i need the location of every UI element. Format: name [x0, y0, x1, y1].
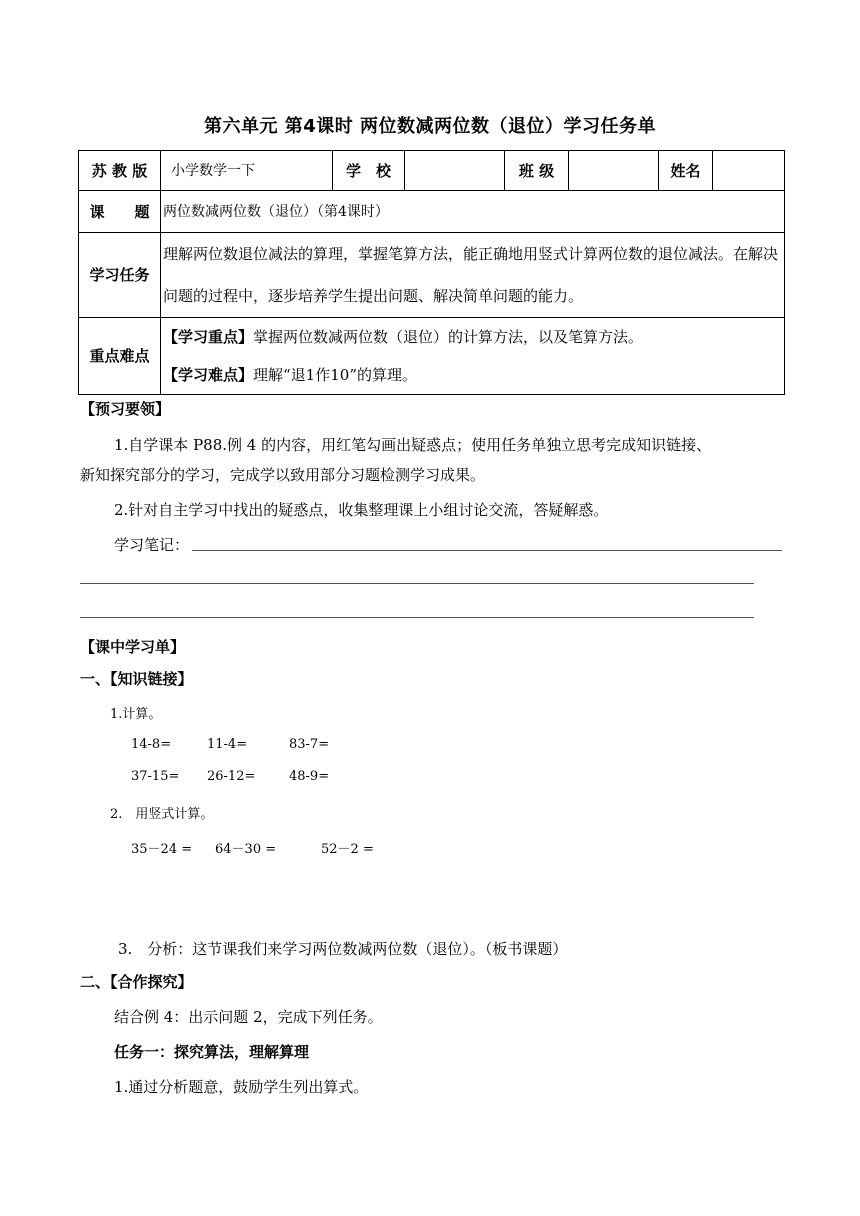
vertical-calc-item: 52－2 =: [321, 842, 374, 857]
class-field[interactable]: [569, 151, 659, 191]
topic-value: 两位数减两位数（退位）（第4课时）: [161, 191, 785, 233]
focus-text: 掌握两位数减两位数（退位）的计算方法，以及笔算方法。: [253, 328, 644, 346]
task-label: 学习任务: [79, 233, 161, 318]
edition-label: 苏 教 版: [79, 151, 161, 191]
calc-item: 11-4=: [207, 737, 248, 752]
edition-value: 小学数学一下: [161, 151, 333, 191]
vertical-calc-item: 35－24 =: [131, 842, 193, 857]
analysis-text: 3. 分析：这节课我们来学习两位数减两位数（退位）。（板书课题）: [118, 940, 568, 958]
calc-item: 14-8=: [131, 737, 172, 752]
preview-item2: 2.针对自主学习中找出的疑惑点，收集整理课上小组讨论交流，答疑解惑。: [114, 501, 609, 519]
difficulty-line: [163, 356, 782, 394]
class-label: 班 级: [505, 151, 569, 191]
notes-line-2[interactable]: [80, 583, 754, 584]
calc-item: 37-15=: [131, 769, 180, 784]
focus-tag: 【学习重点】: [163, 328, 254, 346]
difficulty-text: 理解“退1作10”的算理。: [253, 366, 417, 384]
inquiry-intro: 结合例 4：出示问题 2，完成下列任务。: [114, 1008, 383, 1026]
task-text: 理解两位数退位减法的算理，掌握笔算方法，能正确地用竖式计算两位数的退位减法。在解决问题的过程中，逐步培养学生提出问题、解决简单问题的能力。: [161, 233, 785, 318]
classwork-heading: 【课中学习单】: [80, 638, 186, 656]
keypoints-label: 重点难点: [79, 318, 161, 395]
preview-heading: 【预习要领】: [80, 400, 171, 418]
school-field[interactable]: [405, 151, 505, 191]
calc-label: 1.计算。: [110, 707, 162, 722]
focus-line: [163, 318, 782, 356]
school-label: 学 校: [333, 151, 405, 191]
preview-item1-line1: 1.自学课本 P88.例 4 的内容，用红笔勾画出疑惑点；使用任务单独立思考完成知识链接、: [114, 436, 712, 454]
section-knowledge-link: 一、【知识链接】: [80, 670, 193, 688]
difficulty-tag: 【学习难点】: [163, 366, 254, 384]
calc-item: 83-7=: [289, 737, 330, 752]
notes-line-3[interactable]: [80, 617, 754, 618]
vertical-calc-item: 64－30 =: [215, 842, 277, 857]
name-label: 姓名: [659, 151, 713, 191]
calc-item: 48-9=: [289, 769, 330, 784]
name-field[interactable]: [713, 151, 785, 191]
notes-label: 学习笔记：: [114, 536, 190, 554]
calc-item: 26-12=: [207, 769, 256, 784]
notes-line-1[interactable]: [192, 550, 782, 551]
task1-title: 任务一：探究算法，理解算理: [114, 1043, 310, 1061]
section-cooperative-inquiry: 二、【合作探究】: [80, 973, 193, 991]
vertical-calc-label: 2. 用竖式计算。: [110, 807, 214, 822]
task1-item1: 1.通过分析题意，鼓励学生列出算式。: [114, 1078, 369, 1096]
preview-item1-line2: 新知探究部分的学习，完成学以致用部分习题检测学习成果。: [80, 466, 486, 484]
page-title: 第六单元 第4课时 两位数减两位数（退位）学习任务单: [203, 116, 657, 137]
keypoints-cell: [161, 318, 785, 395]
info-table: [78, 150, 785, 395]
topic-label: 课 题: [79, 191, 161, 233]
